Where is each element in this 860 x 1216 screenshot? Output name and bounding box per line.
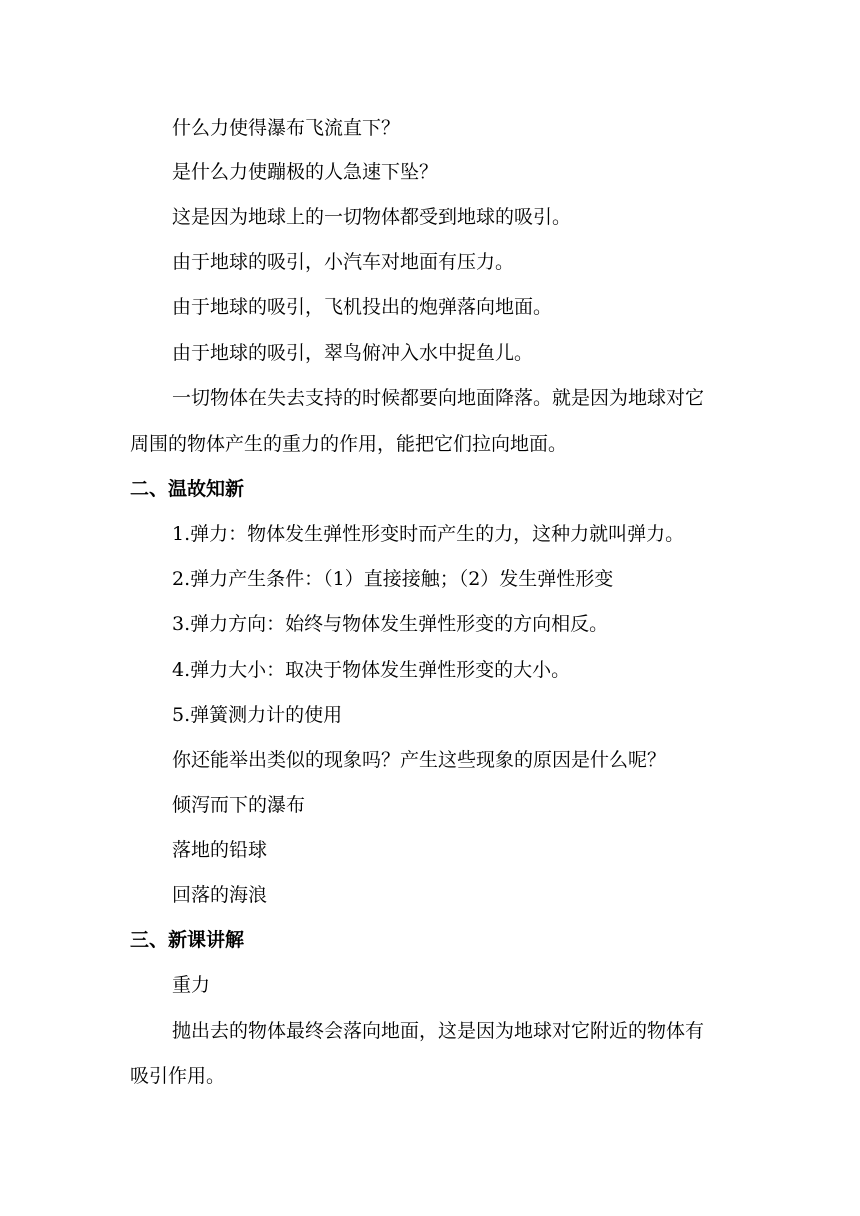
review-item-1: 1.弹力：物体发生弹性形变时而产生的力，这种力就叫弹力。	[172, 523, 685, 545]
intro-line-4: 由于地球的吸引，小汽车对地面有压力。	[172, 251, 515, 273]
section-2-heading: 二、温故知新	[130, 478, 245, 500]
review-item-5: 5.弹簧测力计的使用	[172, 704, 343, 726]
review-item-3: 3.弹力方向：始终与物体发生弹性形变的方向相反。	[172, 613, 609, 635]
example-1: 倾泻而下的瀑布	[172, 794, 306, 816]
lesson-paragraph-line-2: 吸引作用。	[130, 1065, 226, 1087]
question-line: 你还能举出类似的现象吗？产生这些现象的原因是什么呢？	[172, 749, 667, 771]
section-3-heading: 三、新课讲解	[130, 929, 245, 951]
intro-line-1: 什么力使得瀑布飞流直下？	[172, 117, 401, 139]
intro-line-6: 由于地球的吸引，翠鸟俯冲入水中捉鱼儿。	[172, 342, 534, 364]
section-3-subheading: 重力	[172, 974, 211, 996]
intro-paragraph-line-2: 周围的物体产生的重力的作用，能把它们拉向地面。	[130, 433, 568, 455]
intro-line-5: 由于地球的吸引，飞机投出的炮弹落向地面。	[172, 296, 553, 318]
intro-line-2: 是什么力使蹦极的人急速下坠？	[172, 161, 439, 183]
intro-line-3: 这是因为地球上的一切物体都受到地球的吸引。	[172, 206, 572, 228]
intro-paragraph-line-1: 一切物体在失去支持的时候都要向地面降落。就是因为地球对它	[172, 387, 705, 409]
example-2: 落地的铅球	[172, 839, 268, 861]
example-3: 回落的海浪	[172, 884, 268, 906]
lesson-paragraph-line-1: 抛出去的物体最终会落向地面，这是因为地球对它附近的物体有	[172, 1020, 705, 1042]
review-item-4: 4.弹力大小：取决于物体发生弹性形变的大小。	[172, 659, 571, 681]
review-item-2: 2.弹力产生条件：（1）直接接触；（2）发生弹性形变	[172, 568, 614, 590]
